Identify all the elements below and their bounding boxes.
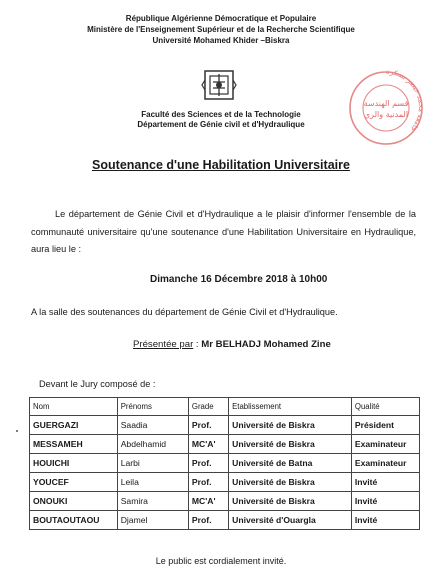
jury-etablissement: Université de Batna <box>229 454 352 473</box>
stamp-line-1: قسم الهندسة <box>363 99 409 108</box>
table-row <box>30 492 420 511</box>
jury-grade: Prof. <box>188 416 228 435</box>
closing-invitation: Le public est cordialement invité. <box>155 556 287 566</box>
presenter-label: Présentée par <box>133 339 194 350</box>
jury-nom: ONOUKI <box>30 492 118 511</box>
jury-grade: Prof. <box>188 473 228 492</box>
table-row <box>30 435 420 454</box>
jury-grade: MC'A' <box>188 492 228 511</box>
stamp-line-2: المدنية والري <box>363 110 409 119</box>
jury-etablissement: Université d'Ouargla <box>229 511 352 530</box>
jury-prenom: Djamel <box>117 511 188 530</box>
jury-etablissement: Université de Biskra <box>229 492 352 511</box>
jury-etablissement: Université de Biskra <box>229 416 352 435</box>
jury-nom: MESSAMEH <box>30 435 118 454</box>
jury-etablissement: Université de Biskra <box>229 435 352 454</box>
jury-intro: Devant le Jury composé de : <box>39 379 156 389</box>
table-row <box>30 416 420 435</box>
jury-nom: BOUTAOUTAOU <box>30 511 118 530</box>
table-row <box>30 511 420 530</box>
jury-qualite: Examinateur <box>351 454 419 473</box>
ministry-line: Ministère de l'Enseignement Supérieur et de la Recherche Scientifique <box>87 25 355 34</box>
jury-nom: GUERGAZI <box>30 416 118 435</box>
presenter-name: Mr BELHADJ Mohamed Zine <box>201 339 331 350</box>
university-line: Université Mohamed Khider –Biskra <box>152 36 290 45</box>
announcement-text: Le département de Génie Civil et d'Hydraulique a le plaisir d'informer l'ensemble de la communauté universitaire qu'une soutenance d'une Habilitation Universitaire en Hydraulique, aura lieu le : <box>31 209 416 254</box>
jury-grade: MC'A' <box>188 435 228 454</box>
header-prenoms: Prénoms <box>117 398 188 416</box>
jury-qualite: Invité <box>351 492 419 511</box>
header-etablissement: Etablissement <box>229 398 352 416</box>
announcement-paragraph <box>31 206 416 259</box>
jury-etablissement: Université de Biskra <box>229 473 352 492</box>
table-row <box>30 473 420 492</box>
jury-nom: HOUICHI <box>30 454 118 473</box>
table-row <box>30 454 420 473</box>
jury-table <box>29 397 420 530</box>
university-logo <box>201 68 237 102</box>
jury-prenom: Abdelhamid <box>117 435 188 454</box>
jury-prenom: Larbi <box>117 454 188 473</box>
jury-qualite: Président <box>351 416 419 435</box>
margin-mark <box>16 430 18 432</box>
presenter-separator: : <box>193 339 202 350</box>
document-title: Soutenance d'une Habilitation Universitaire <box>92 158 350 172</box>
defense-date: Dimanche 16 Décembre 2018 à 10h00 <box>150 274 328 285</box>
republic-line: République Algérienne Démocratique et Populaire <box>125 14 317 23</box>
jury-qualite: Invité <box>351 473 419 492</box>
header-qualite: Qualité <box>351 398 419 416</box>
jury-prenom: Samira <box>117 492 188 511</box>
jury-qualite: Examinateur <box>351 435 419 454</box>
stamp-ring-text: جامعة محمد خيضر بسكرة <box>385 67 426 134</box>
presenter-line <box>133 339 331 350</box>
faculty-line: Faculté des Sciences et de la Technologie <box>141 110 301 119</box>
department-line: Département de Génie civil et d'Hydraulique <box>137 120 305 129</box>
defense-location: A la salle des soutenances du département de Génie Civil et d'Hydraulique. <box>31 307 338 317</box>
jury-grade: Prof. <box>188 511 228 530</box>
department-stamp <box>346 66 426 150</box>
jury-grade: Prof. <box>188 454 228 473</box>
jury-nom: YOUCEF <box>30 473 118 492</box>
jury-prenom: Leila <box>117 473 188 492</box>
header-grade: Grade <box>188 398 228 416</box>
jury-prenom: Saadia <box>117 416 188 435</box>
jury-header-row <box>30 398 420 416</box>
jury-qualite: Invité <box>351 511 419 530</box>
header-nom: Nom <box>30 398 118 416</box>
